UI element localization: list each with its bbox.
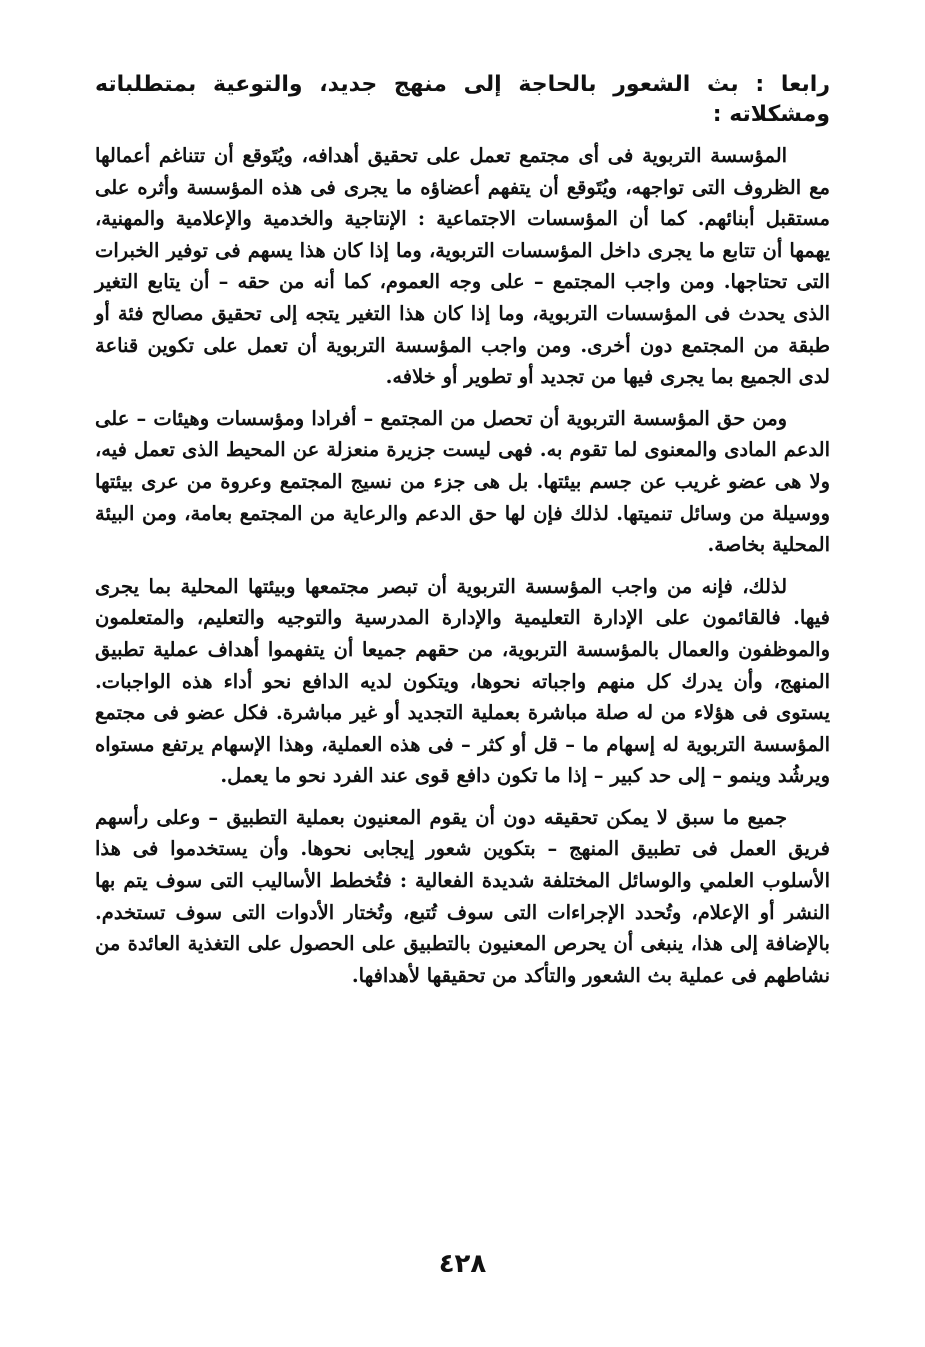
paragraph-1: المؤسسة التربوية فى أى مجتمع تعمل على تحقيق أهدافه، ويُتَوقع أن تتناغم أعمالها مع الظروف التى تواجهه، ويُتَوقع أن يتفهم أعضاؤه ما يجرى فى هذه المؤسسة وأثره على مستقبل أبنائهم. كما أن المؤسسات الاجتماعية : الإنتاجية والخدمية والإعلامية والمهنية، يهمها أن تتابع ما يجرى داخل المؤسسات التربوية، وما إذا كان هذا يسهم فى توفير الخبرات التى تحتاجها. ومن واجب المجتمع – على وجه العموم، كما أنه من حقه – أن يتابع التغير الذى يحدث فى المؤسسات التربوية، وما إذا كان هذا التغير يتجه إلى تحقيق مصالح فئة أو طبقة من المجتمع دون أخرى. ومن واجب المؤسسة التربوية أن تعمل على تكوين قناعة لدى الجميع بما يجرى فيها من تجديد أو تطوير أو خلافه. bbox=[95, 144, 830, 389]
page-content bbox=[95, 70, 830, 1001]
paragraph-3: لذلك، فإنه من واجب المؤسسة التربوية أن تبصر مجتمعها وبيئتها المحلية بما يجرى فيها. فالقائمون على الإدارة التعليمية والإدارة المدرسية والتوجيه والتعليم، والمتعلمون والموظفون والعمال بالمؤسسة التربوية، من حقهم جميعا أن يتفهموا أهداف عملية تطبيق المنهج، وأن يدرك كل منهم واجباته نحوها، ويتكون لديه الدافع نحو أداء هذه الواجبات. يستوى فى هؤلاء من له صلة مباشرة بعملية التجديد أو غير مباشرة. فكل عضو فى مجتمع المؤسسة التربوية له إسهام ما – قل أو كثر – فى هذه العملية، وهذا الإسهام يرتفع مستواه ويرشُد وينمو – إلى حد كبير – إذا ما تكون دافع قوى عند الفرد نحو ما يعمل. bbox=[95, 574, 830, 788]
paragraph-4: جميع ما سبق لا يمكن تحقيقه دون أن يقوم المعنيون بعملية التطبيق – وعلى رأسهم فريق العمل فى تطبيق المنهج – بتكوين شعور إيجابى نحوها. وأن يستخدموا فى هذا الأسلوب العلمي والوسائل المختلفة شديدة الفعالية : فتُخطط الأساليب التى سوف يتم بها النشر أو الإعلام، وتُحدد الإجراءات التى سوف تُتبع، وتُختار الأدوات التى سوف تستخدم. بالإضافة إلى هذا، ينبغى أن يحرص المعنيون بالتطبيق على الحصول على التغذية العائدة من نشاطهم فى عملية بث الشعور والتأكد من تحقيقها لأهدافها. bbox=[95, 805, 830, 987]
page-number: ٤٢٨ bbox=[438, 1249, 487, 1279]
section-heading: رابعا : بث الشعور بالحاجة إلى منهج جديد، والتوعية بمتطلباته ومشكلاته : bbox=[95, 72, 830, 127]
paragraph-2: ومن حق المؤسسة التربوية أن تحصل من المجتمع – أفرادا ومؤسسات وهيئات – على الدعم المادى والمعنوى لما تقوم به. فهى ليست جزيرة منعزلة عن المحيط الذى تعمل فيه، ولا هى عضو غريب عن جسم بيئتها. بل هى جزء من نسيج المجتمع وعروة من عرى بيئتها ووسيلة من وسائل تنميتها. لذلك فإن لها حق الدعم والرعاية من المجتمع بعامة، ومن البيئة المحلية بخاصة. bbox=[95, 406, 830, 557]
